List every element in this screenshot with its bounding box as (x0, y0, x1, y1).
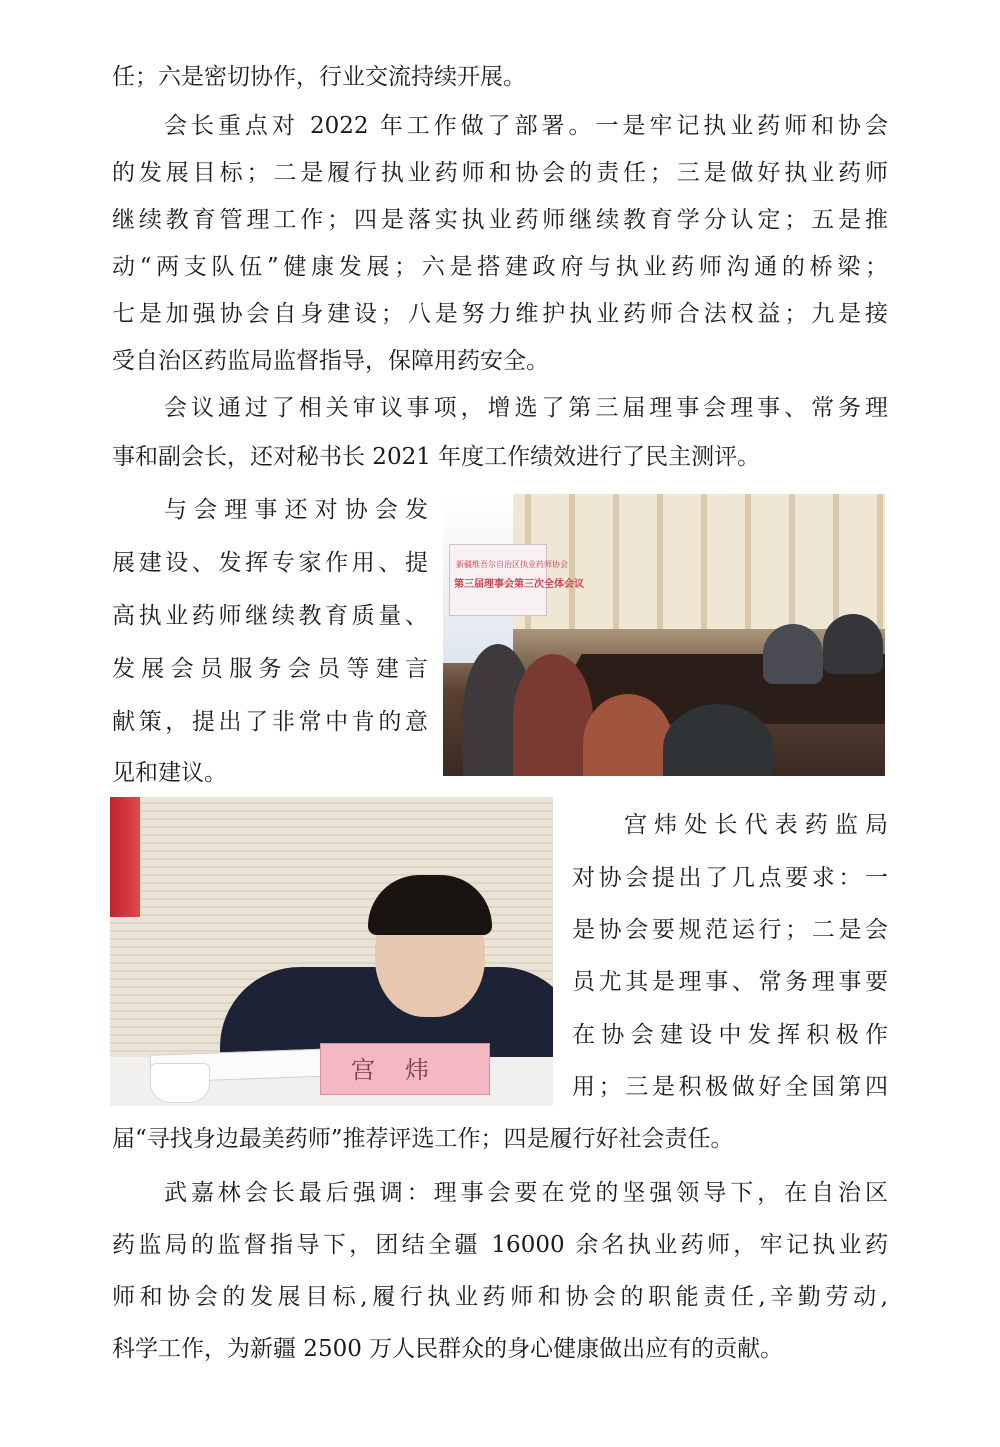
screen-line-1: 新疆维吾尔自治区执业药师协会 (456, 560, 568, 569)
text-line: 任；六是密切协作，行业交流持续开展。 (112, 64, 526, 90)
text-line: 药监局的监督指导下，团结全疆 16000 余名执业药师，牢记执业药 (112, 1232, 888, 1258)
text-line: 师和协会的发展目标,履行执业药师和协会的职能责任,辛勤劳动, (112, 1284, 888, 1310)
text-line: 继续教育管理工作；四是落实执业药师继续教育学分认定；五是推 (112, 207, 888, 233)
text-line: 动“两支队伍”健康发展；六是搭建政府与执业药师沟通的桥梁； (112, 254, 888, 280)
text-line: 员尤其是理事、常务理事要 (572, 969, 888, 995)
attendee (823, 614, 883, 674)
text-line: 展建设、发挥专家作用、提 (112, 550, 428, 576)
text-line: 受自治区药监局监督指导，保障用药安全。 (112, 348, 549, 374)
text-line: 届“寻找身边最美药师”推荐评选工作；四是履行好社会责任。 (112, 1126, 734, 1152)
text-line: 事和副会长，还对秘书长 2021 年度工作绩效进行了民主测评。 (112, 444, 761, 470)
text-line: 用；三是积极做好全国第四 (572, 1074, 888, 1100)
text-line: 与会理事还对协会发 (164, 497, 428, 523)
text-line: 见和建议。 (112, 760, 227, 786)
text-line: 会长重点对 2022 年工作做了部署。一是牢记执业药师和协会 (164, 113, 888, 139)
meeting-photo (443, 494, 885, 776)
attendee (513, 654, 593, 776)
text-line: 是协会要规范运行；二是会 (572, 917, 888, 943)
text-line: 宫炜处长代表药监局 (624, 812, 888, 838)
text-line: 在协会建设中发挥积极作 (572, 1022, 888, 1048)
text-line: 高执业药师继续教育质量、 (112, 603, 428, 629)
portrait-photo (110, 797, 553, 1106)
attendee (763, 624, 823, 684)
text-line: 对协会提出了几点要求：一 (572, 865, 888, 891)
text-line: 的发展目标；二是履行执业药师和协会的责任；三是做好执业药师 (112, 160, 888, 186)
nameplate: 宫炜 (320, 1043, 490, 1095)
text-line: 会议通过了相关审议事项，增选了第三届理事会理事、常务理 (164, 395, 888, 421)
projection-screen (449, 544, 584, 616)
text-line: 武嘉林会长最后强调：理事会要在党的坚强领导下，在自治区 (164, 1180, 888, 1206)
screen-line-2: 第三届理事会第三次全体会议 (454, 579, 584, 590)
text-line: 献策，提出了非常中肯的意 (112, 709, 428, 735)
text-line: 发展会员服务会员等建言 (112, 656, 428, 682)
photo-cup (150, 1063, 210, 1103)
text-line: 科学工作，为新疆 2500 万人民群众的身心健康做出应有的贡献。 (112, 1336, 784, 1362)
photo-person-hair (368, 875, 492, 935)
photo-curtain (110, 797, 140, 917)
text-line: 七是加强协会自身建设；八是努力维护执业药师合法权益；九是接 (112, 301, 888, 327)
